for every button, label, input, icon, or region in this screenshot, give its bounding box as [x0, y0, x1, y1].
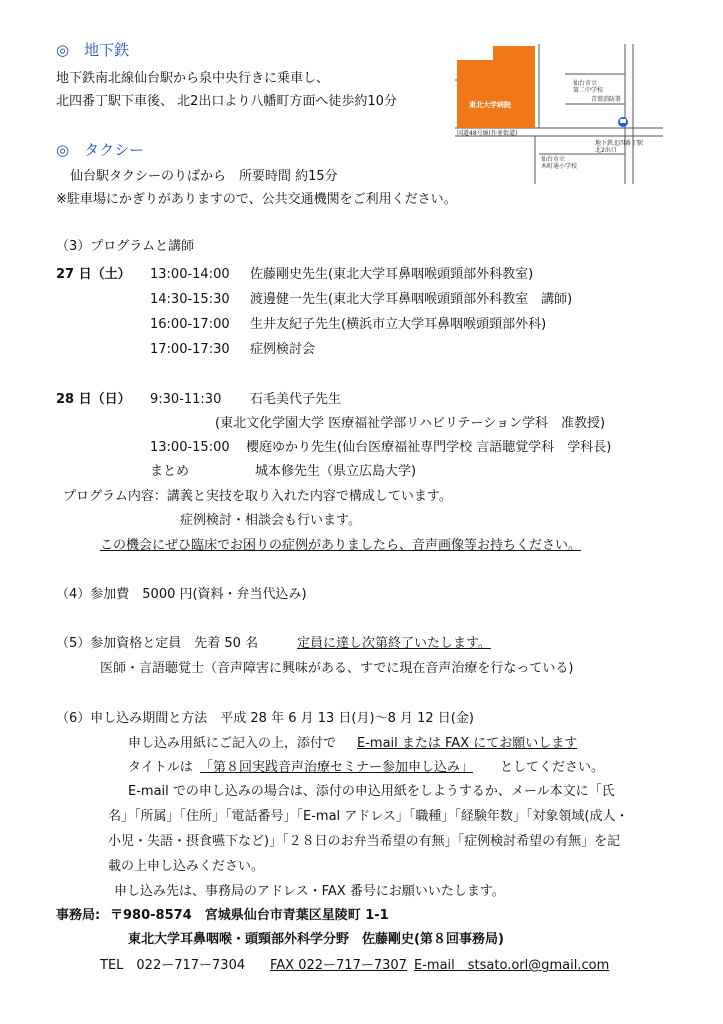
- eligibility-heading: （5）参加資格と定員 先着 50 名: [56, 636, 259, 651]
- application-line-5: 小児・失語・摂食嚥下など)」「２８日のお弁当希望の有無」「症例検討希望の有無」を記: [108, 834, 621, 849]
- map-school2-label: 仙台市立 木町通小学校: [541, 156, 578, 170]
- program-content-line-1: プログラム内容：講義と実技を取り入れた内容で構成しています。: [63, 489, 452, 504]
- program-content-line-3: この機会にぜひ臨床でお困りの症例がありましたら、音声画像等お持ちください。: [100, 538, 582, 553]
- eligibility-line-2: 医師・言語聴覚士（音声障害に興味がある、すでに現在音声治療を行なっている): [100, 661, 574, 676]
- day1-label: 27 日（土）: [56, 267, 131, 282]
- map-fire-label: 青葉消防署: [591, 96, 622, 103]
- office-fax: FAX 022ー717ー7307: [270, 958, 407, 973]
- map-station-label: 地下鉄北四番丁駅 北2出口: [595, 140, 644, 154]
- application-line-2a: タイトルは: [128, 760, 193, 775]
- day2-label: 28 日（日）: [56, 392, 131, 407]
- application-heading: （6）申し込み期間と方法 平成 28 年 6 月 13 日(月)～8 月 12 日(金): [56, 711, 474, 726]
- office-tel: TEL 022ー717ー7304: [100, 958, 246, 973]
- application-line-1b: E-mail または FAX にてお願いします: [357, 736, 578, 751]
- office-address: 〒980-8574 宮城県仙台市青葉区星陵町 1-1: [110, 908, 389, 923]
- eligibility-note: 定員に達し次第終了いたします。: [297, 636, 491, 651]
- application-line-6: 載の上申し込みください。: [108, 859, 265, 874]
- hospital-block: [457, 60, 535, 128]
- day1-row4-text: 症例検討会: [250, 342, 316, 357]
- program-content-line-2: 症例検討・相談会も行います。: [180, 513, 361, 528]
- subway-line-1: 地下鉄南北線仙台駅から泉中央行きに乗車し、: [56, 71, 330, 86]
- application-line-7: 申し込み先は、事務局のアドレス・FAX 番号にお願いいたします。: [114, 884, 505, 899]
- day1-row4-time: 17:00-17:30: [150, 342, 230, 357]
- program-heading: （3）プログラムと講師: [56, 239, 195, 254]
- day1-row1-time: 13:00-14:00: [150, 267, 230, 282]
- application-line-2b: 「第８回実践音声治療セミナー参加申し込み」: [200, 760, 474, 775]
- taxi-heading: ◎ タクシー: [56, 141, 145, 159]
- day1-row2-time: 14:30-15:30: [150, 292, 230, 307]
- application-line-2c: としてください。: [500, 760, 605, 775]
- application-line-3: E-mail での申し込みの場合は、添付の申込用紙をしようするか、メール本文に「氏: [128, 784, 615, 799]
- day1-row1-text: 佐藤剛史先生(東北大学耳鼻咽喉頭頸部外科教室): [250, 267, 534, 282]
- application-line-1a: 申し込み用紙にご記入の上，添付で: [128, 736, 337, 751]
- day1-row3-text: 生井友紀子先生(横浜市立大学耳鼻咽喉頭頸部外科): [250, 317, 547, 332]
- office-label: 事務局:: [56, 908, 101, 923]
- day1-row3-time: 16:00-17:00: [150, 317, 230, 332]
- day2-row3-label: まとめ: [150, 464, 190, 479]
- day1-row2-text: 渡邊健一先生(東北大学耳鼻咽喉頭頸部外科教室 講師): [250, 292, 573, 307]
- office-email[interactable]: E-mail stsato.orl@gmail.com: [414, 958, 610, 973]
- application-line-4: 名」「所属」「住所」「電話番号」「E-mal アドレス」「職種」「経験年数」「対象領域(成人・: [108, 809, 629, 824]
- subway-heading: ◎ 地下鉄: [56, 41, 130, 59]
- day2-row3-text: 城本修先生（県立広島大学): [255, 464, 417, 479]
- map-school1-label: 仙台市立 第二中学校: [573, 80, 604, 94]
- day2-row1-time: 9:30-11:30: [150, 392, 222, 407]
- day2-row1-text: 石毛美代子先生: [250, 392, 342, 407]
- office-org: 東北大学耳鼻咽喉・頭頸部外科学分野 佐藤剛史(第８回事務局): [128, 932, 504, 947]
- taxi-line-2: ※駐車場にかぎりがありますので、公共交通機関をご利用ください。: [56, 192, 457, 207]
- day2-row2-text: 櫻庭ゆかり先生(仙台医療福祉専門学校 言語聴覚学科 学科長): [246, 440, 612, 455]
- subway-line-2: 北四番丁駅下車後、 北2出口より八幡町方面へ徒歩約10分: [56, 94, 397, 109]
- map-hospital-label: 東北大学病院: [469, 101, 511, 109]
- access-map: [455, 44, 663, 184]
- day2-row1-affiliation: (東北文化学園大学 医療福祉学部リハビリテーション学科 准教授): [215, 416, 606, 431]
- day2-row2-time: 13:00-15:00: [150, 440, 230, 455]
- taxi-line-1: 仙台駅タクシーのりばから 所要時間 約15分: [70, 169, 338, 184]
- map-road-label: 国道48号線(作並街道): [457, 130, 518, 137]
- fee-text: （4）参加費 5000 円(資料・弁当代込み): [56, 587, 307, 602]
